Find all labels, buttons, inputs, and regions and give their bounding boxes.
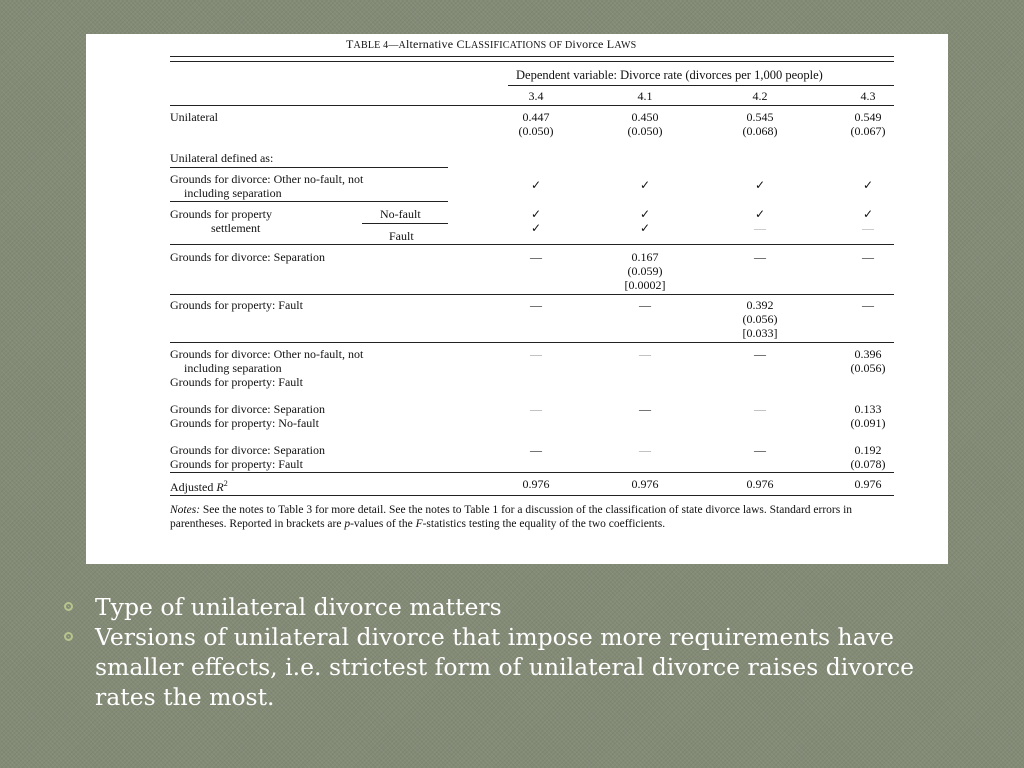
cell: 0.976 (746, 477, 774, 491)
col-header: 4.1 (637, 89, 653, 103)
cell: 0.396 (854, 347, 882, 361)
row-label: No-fault (380, 207, 421, 221)
dash: — (862, 221, 874, 235)
cell: 0.450 (631, 110, 659, 124)
dash: — (754, 443, 766, 457)
row-label: Grounds for property: Fault (170, 375, 303, 389)
dash: — (639, 443, 651, 457)
bullet-item: Versions of unilateral divorce that impose more requirements have smaller effects, i.e. strictest form of unilateral divorce raises divorce rates the most. (62, 622, 962, 712)
cell: 0.392 (746, 298, 774, 312)
row-label: Grounds for property (170, 207, 272, 221)
row-label: Grounds for divorce: Other no-fault, not (170, 347, 364, 361)
dash: — (639, 347, 651, 361)
bullet-icon (64, 602, 73, 611)
cell: 0.976 (631, 477, 659, 491)
col-header: 4.2 (752, 89, 768, 103)
cell: 0.447 (522, 110, 550, 124)
row-label: Fault (389, 229, 414, 243)
cell: [0.033] (742, 326, 778, 340)
cell: (0.059) (627, 264, 663, 278)
row-label: Unilateral (170, 110, 218, 124)
dash: — (754, 221, 766, 235)
dependent-variable-header: Dependent variable: Divorce rate (divorces per 1,000 people) (516, 68, 823, 82)
cell: (0.067) (850, 124, 886, 138)
row-label: Grounds for divorce: Other no-fault, not (170, 172, 364, 186)
check-mark: ✓ (639, 221, 651, 235)
cell: 0.133 (854, 402, 882, 416)
row-label: Grounds for property: Fault (170, 457, 303, 471)
cell: (0.050) (518, 124, 554, 138)
dash: — (639, 402, 651, 416)
dash: — (530, 402, 542, 416)
cell: 0.167 (631, 250, 659, 264)
row-label: including separation (184, 361, 282, 375)
row-label: Grounds for divorce: Separation (170, 402, 325, 416)
check-mark: ✓ (862, 207, 874, 221)
dash: — (530, 298, 542, 312)
cell: (0.056) (742, 312, 778, 326)
bullet-icon (64, 632, 73, 641)
check-mark: ✓ (754, 178, 766, 192)
check-mark: ✓ (639, 178, 651, 192)
check-mark: ✓ (530, 207, 542, 221)
dash: — (754, 347, 766, 361)
dash: — (862, 250, 874, 264)
dash: — (862, 298, 874, 312)
cell: [0.0002] (624, 278, 666, 292)
cell: (0.050) (627, 124, 663, 138)
dash: — (530, 347, 542, 361)
cell: (0.091) (850, 416, 886, 430)
col-header: 4.3 (860, 89, 876, 103)
row-label: Grounds for divorce: Separation (170, 443, 325, 457)
check-mark: ✓ (530, 221, 542, 235)
cell: 0.192 (854, 443, 882, 457)
col-header: 3.4 (528, 89, 544, 103)
table-title: TABLE 4—Alternative CLASSIFICATIONS OF Divorce LAWS (346, 37, 637, 51)
dash: — (754, 250, 766, 264)
row-label: settlement (211, 221, 261, 235)
check-mark: ✓ (639, 207, 651, 221)
check-mark: ✓ (754, 207, 766, 221)
cell: 0.976 (522, 477, 550, 491)
cell: (0.056) (850, 361, 886, 375)
bullet-list (62, 592, 962, 712)
table-image (86, 34, 948, 564)
dash: — (530, 443, 542, 457)
row-label: Grounds for property: No-fault (170, 416, 319, 430)
dash: — (639, 298, 651, 312)
check-mark: ✓ (530, 178, 542, 192)
row-label: including separation (184, 186, 282, 200)
bullet-item: Type of unilateral divorce matters (62, 592, 962, 622)
table-notes: Notes: See the notes to Table 3 for more detail. See the notes to Table 1 for a discussion of the classification of state divorce laws. Standard errors in parentheses. Reported in brackets are p-values of the F-statistics testing the equality of the two coefficients. (170, 504, 853, 530)
row-label: Adjusted $R^2$ (170, 479, 228, 494)
row-label: Grounds for property: Fault (170, 298, 303, 312)
cell: (0.068) (742, 124, 778, 138)
cell: (0.078) (850, 457, 886, 471)
row-label: Grounds for divorce: Separation (170, 250, 325, 264)
dash: — (754, 402, 766, 416)
row-label: Unilateral defined as: (170, 151, 274, 165)
cell: 0.976 (854, 477, 882, 491)
cell: 0.545 (746, 110, 774, 124)
dash: — (530, 250, 542, 264)
cell: 0.549 (854, 110, 882, 124)
check-mark: ✓ (862, 178, 874, 192)
